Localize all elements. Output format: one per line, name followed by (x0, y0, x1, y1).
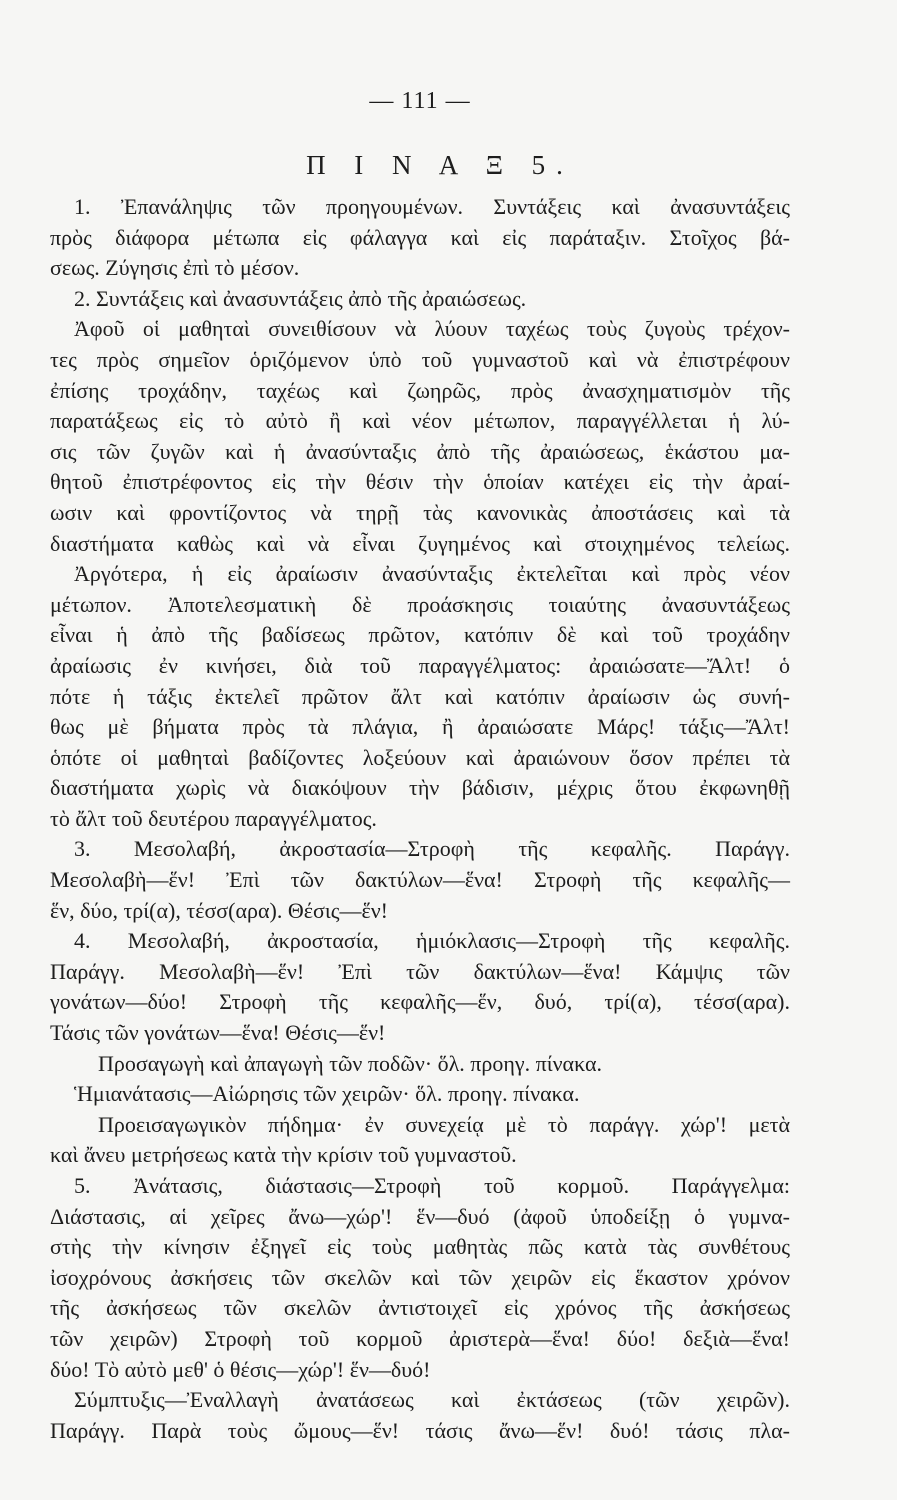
text-line: Τάσις τῶν γονάτων—ἕνα! Θέσις—ἕν! (50, 1020, 386, 1046)
body-text (50, 192, 790, 1446)
text-line: Προεισαγωγικὸν πήδημα· ἐν συνεχείᾳ μὲ τὸ παράγγ. χώρ'! μετὰ (98, 1111, 790, 1137)
text-line: ωσιν καὶ φροντίζοντος νὰ τηρῇ τὰς κανονικὰς ἀποστάσεις καὶ τὰ (50, 499, 790, 525)
text-line: ἀραίωσις ἐν κινήσει, διὰ τοῦ παραγγέλματος: ἀραιώσατε—Ἄλτ! ὁ (50, 652, 790, 678)
text-line: θως μὲ βήματα πρὸς τὰ πλάγια, ἢ ἀραιώσατε Μάρς! τάξις—Ἄλτ! (50, 714, 790, 740)
text-line: 3. Μεσολαβή, ἀκροστασία—Στροφὴ τῆς κεφαλῆς. Παράγγ. (74, 836, 790, 862)
text-line: σις τῶν ζυγῶν καὶ ἡ ἀνασύνταξις ἀπὸ τῆς ἀραιώσεως, ἑκάστου μα- (50, 438, 790, 464)
text-line: τὸ ἄλτ τοῦ δευτέρου παραγγέλματος. (50, 805, 377, 831)
text-line: Ἡμιανάτασις—Αἰώρησις τῶν χειρῶν· ὅλ. προηγ. πίνακα. (74, 1081, 580, 1107)
text-line: Παράγγ. Μεσολαβὴ—ἕν! Ἐπὶ τῶν δακτύλων—ἕνα! Κάμψις τῶν (50, 958, 790, 984)
text-line: 2. Συντάξεις καὶ ἀνασυντάξεις ἀπὸ τῆς ἀραιώσεως. (74, 285, 527, 311)
text-line: εἶναι ἡ ἀπὸ τῆς βαδίσεως πρῶτον, κατόπιν δὲ καὶ τοῦ τροχάδην (50, 622, 790, 648)
text-line: καὶ ἄνευ μετρήσεως κατὰ τὴν κρίσιν τοῦ γυμναστοῦ. (50, 1142, 517, 1168)
text-line: μέτωπον. Ἀποτελεσματικὴ δὲ προάσκησις τοιαύτης ἀνασυντάξεως (50, 591, 790, 617)
text-line: διαστήματα καθὼς καὶ νὰ εἶναι ζυγημένος καὶ στοιχημένος τελείως. (50, 530, 790, 556)
text-line: 1. Ἐπανάληψις τῶν προηγουμένων. Συντάξεις καὶ ἀνασυντάξεις (74, 194, 790, 219)
text-line: Ἀφοῦ οἱ μαθηταὶ συνειθίσουν νὰ λύουν ταχέως τοὺς ζυγοὺς τρέχον- (74, 316, 790, 342)
text-line: γονάτων—δύο! Στροφὴ τῆς κεφαλῆς—ἕν, δυό, τρί(α), τέσσ(αρα). (50, 989, 790, 1015)
text-line: παρατάξεως εἰς τὸ αὐτὸ ἢ καὶ νέον μέτωπον, παραγγέλλεται ἡ λύ- (50, 408, 790, 434)
page-title: Π Ι Ν Α Ξ 5. (306, 150, 574, 180)
text-line: ἰσοχρόνους ἀσκήσεις τῶν σκελῶν καὶ τῶν χειρῶν εἰς ἕκαστον χρόνον (50, 1264, 790, 1290)
text-line: διαστήματα χωρὶς νὰ διακόψουν τὴν βάδισιν, μέχρις ὅτου ἐκφωνηθῇ (50, 775, 790, 801)
text-line: Διάστασις, αἱ χεῖρες ἄνω—χώρ'! ἕν—δυό (ἀφοῦ ὑποδείξῃ ὁ γυμνα- (50, 1203, 790, 1229)
text-line: Σύμπτυξις—Ἐναλλαγὴ ἀνατάσεως καὶ ἐκτάσεως (τῶν χειρῶν). (74, 1387, 790, 1413)
text-line: στὴς τὴν κίνησιν ἐξηγεῖ εἰς τοὺς μαθητὰς πῶς κατὰ τὰς συνθέτους (50, 1234, 790, 1260)
text-line: ἕν, δύο, τρί(α), τέσσ(αρα). Θέσις—ἕν! (50, 897, 388, 923)
text-line: σεως. Ζύγησις ἐπὶ τὸ μέσον. (50, 255, 300, 281)
text-line: Προσαγωγὴ καὶ ἀπαγωγὴ τῶν ποδῶν· ὅλ. προηγ. πίνακα. (98, 1050, 603, 1076)
text-line: πρὸς διάφορα μέτωπα εἰς φάλαγγα καὶ εἰς παράταξιν. Στοῖχος βά- (50, 224, 790, 250)
text-line: τες πρὸς σημεῖον ὁριζόμενον ὑπὸ τοῦ γυμναστοῦ καὶ νὰ ἐπιστρέφουν (50, 346, 790, 372)
text-line: θητοῦ ἐπιστρέφοντος εἰς τὴν θέσιν τὴν ὁποίαν κατέχει εἰς τὴν ἀραί- (50, 469, 790, 495)
text-line: 5. Ἀνάτασις, διάστασις—Στροφὴ τοῦ κορμοῦ. Παράγγελμα: (74, 1173, 790, 1198)
text-line: δύο! Τὸ αὐτὸ μεθ' ὁ θέσις—χώρ'! ἕν—δυό! (50, 1356, 431, 1382)
page-number: — 111 — (369, 88, 471, 114)
text-line: 4. Μεσολαβή, ἀκροστασία, ἡμιόκλασις—Στροφὴ τῆς κεφαλῆς. (74, 928, 790, 954)
text-line: ὁπότε οἱ μαθηταὶ βαδίζοντες λοξεύουν καὶ ἀραιώνουν ὅσον πρέπει τὰ (50, 744, 790, 770)
text-line: ἐπίσης τροχάδην, ταχέως καὶ ζωηρῶς, πρὸς ἀνασχηματισμὸν τῆς (50, 377, 790, 403)
text-line: τῆς ἀσκήσεως τῶν σκελῶν ἀντιστοιχεῖ εἰς χρόνος τῆς ἀσκήσεως (50, 1295, 790, 1321)
text-line: Ἀργότερα, ἡ εἰς ἀραίωσιν ἀνασύνταξις ἐκτελεῖται καὶ πρὸς νέον (74, 561, 790, 587)
text-line: Μεσολαβὴ—ἕν! Ἐπὶ τῶν δακτύλων—ἕνα! Στροφὴ τῆς κεφαλῆς— (50, 867, 790, 893)
text-line: πότε ἡ τάξις ἐκτελεῖ πρῶτον ἄλτ καὶ κατόπιν ἀραίωσιν ὡς συνή- (50, 683, 790, 709)
text-line: Παράγγ. Παρὰ τοὺς ὤμους—ἕν! τάσις ἄνω—ἕν! δυό! τάσις πλα- (50, 1417, 790, 1443)
text-line: τῶν χειρῶν) Στροφὴ τοῦ κορμοῦ ἀριστερὰ—ἕνα! δύο! δεξιὰ—ἕνα! (50, 1325, 790, 1351)
